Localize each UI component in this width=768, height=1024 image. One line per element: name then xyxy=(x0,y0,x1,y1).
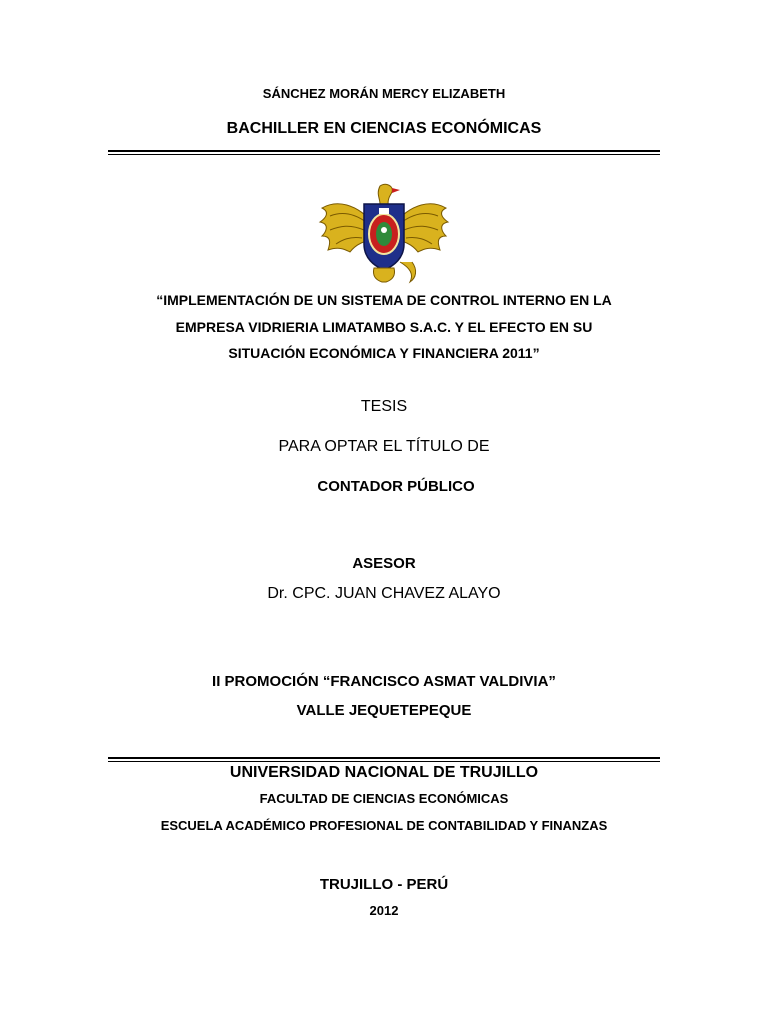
thesis-title-line-3: SITUACIÓN ECONÓMICA Y FINANCIERA 2011” xyxy=(228,345,540,361)
location: TRUJILLO - PERÚ xyxy=(319,876,449,893)
document-type: TESIS xyxy=(360,398,408,415)
degree-label: BACHILLER EN CIENCIAS ECONÓMICAS xyxy=(226,120,542,137)
thesis-title-line-1: “IMPLEMENTACIÓN DE UN SISTEMA DE CONTROL INTERNO EN LA xyxy=(156,292,612,308)
year: 2012 xyxy=(369,903,399,918)
university-name: UNIVERSIDAD NACIONAL DE TRUJILLO xyxy=(229,764,539,781)
purpose-label: PARA OPTAR EL TÍTULO DE xyxy=(278,438,490,455)
valley-name: VALLE JEQUETEPEQUE xyxy=(296,702,472,719)
faculty-name: FACULTAD DE CIENCIAS ECONÓMICAS xyxy=(259,791,509,806)
top-divider xyxy=(108,150,660,155)
author-name: SÁNCHEZ MORÁN MERCY ELIZABETH xyxy=(262,86,506,101)
university-crest-icon xyxy=(316,182,452,286)
professional-title: CONTADOR PÚBLICO xyxy=(317,478,475,495)
bottom-divider xyxy=(108,757,660,762)
school-name: ESCUELA ACADÉMICO PROFESIONAL DE CONTABILIDAD Y FINANZAS xyxy=(160,818,608,833)
promotion-name: II PROMOCIÓN “FRANCISCO ASMAT VALDIVIA” xyxy=(212,673,556,690)
advisor-name: Dr. CPC. JUAN CHAVEZ ALAYO xyxy=(267,585,501,602)
thesis-title-line-2: EMPRESA VIDRIERIA LIMATAMBO S.A.C. Y EL EFECTO EN SU xyxy=(175,319,593,335)
advisor-label: ASESOR xyxy=(352,555,416,572)
